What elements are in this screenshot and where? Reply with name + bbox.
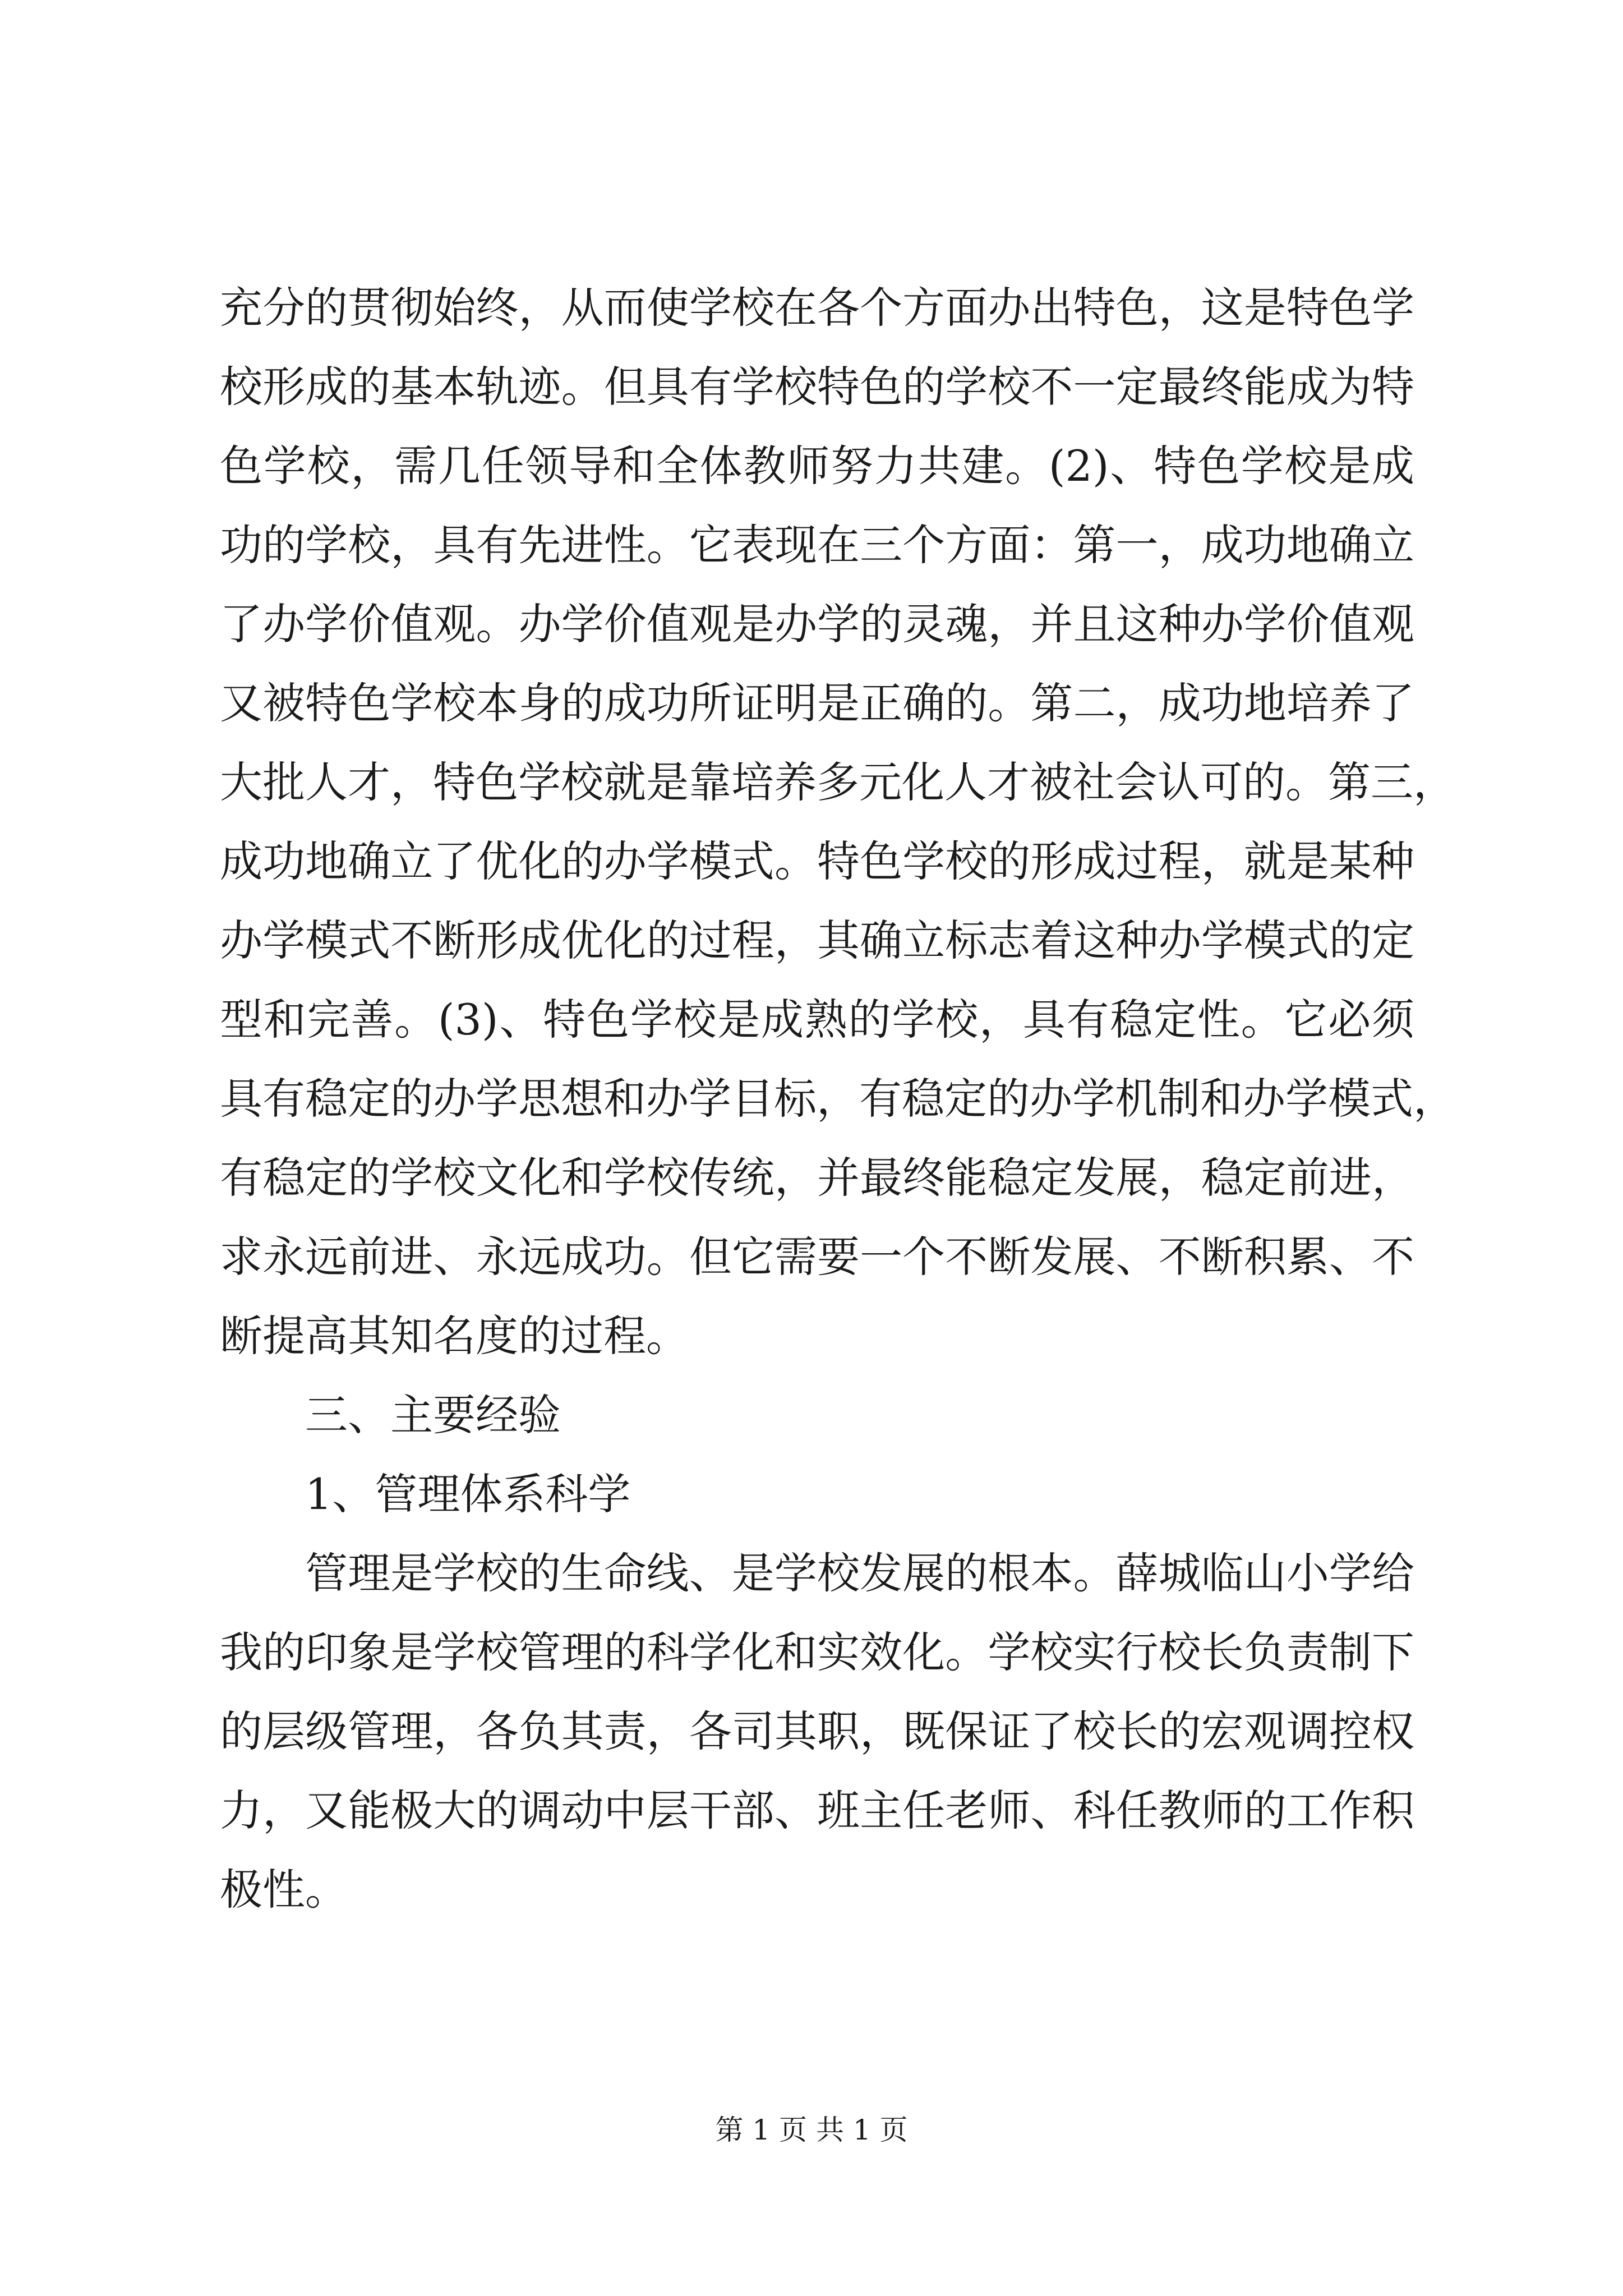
paragraph-line: 办学模式不断形成优化的过程，其确立标志着这种办学模式的定 bbox=[220, 915, 1414, 965]
paragraph-line: 大批人才，特色学校就是靠培养多元化人才被社会认可的。第三， bbox=[220, 757, 1456, 807]
paragraph-line: 成功地确立了优化的办学模式。特色学校的形成过程，就是某种 bbox=[220, 836, 1414, 886]
paragraph-line: 充分的贯彻始终，从而使学校在各个方面办出特色，这是特色学 bbox=[220, 283, 1414, 333]
paragraph-line: 的层级管理，各负其责，各司其职，既保证了校长的宏观调控权 bbox=[220, 1706, 1414, 1756]
paragraph-line: 我的印象是学校管理的科学化和实效化。学校实行校长负责制下 bbox=[220, 1627, 1414, 1677]
paragraph-line: 具有稳定的办学思想和办学目标，有稳定的办学机制和办学模式， bbox=[220, 1074, 1456, 1124]
page-footer: 第 1 页 共 1 页 bbox=[715, 2114, 908, 2146]
paragraph-line: 有稳定的学校文化和学校传统，并最终能稳定发展，稳定前进， bbox=[220, 1153, 1414, 1203]
paragraph-line: 管理是学校的生命线、是学校发展的根本。薛城临山小学给 bbox=[305, 1548, 1414, 1598]
paragraph-line: 校形成的基本轨迹。但具有学校特色的学校不一定最终能成为特 bbox=[220, 362, 1414, 412]
section-heading: 三、主要经验 bbox=[305, 1390, 561, 1440]
paragraph-line: 力，又能极大的调动中层干部、班主任老师、科任教师的工作积 bbox=[220, 1786, 1414, 1835]
paragraph-line: 极性。 bbox=[220, 1865, 348, 1915]
paragraph-line: 又被特色学校本身的成功所证明是正确的。第二，成功地培养了 bbox=[220, 678, 1414, 728]
paragraph-line: 功的学校，具有先进性。它表现在三个方面：第一，成功地确立 bbox=[220, 520, 1414, 570]
document-body bbox=[220, 268, 1456, 1929]
paragraph-line: 色学校，需几任领导和全体教师努力共建。(2)、特色学校是成 bbox=[220, 441, 1414, 491]
subsection-heading: 1、管理体系科学 bbox=[305, 1469, 631, 1519]
paragraph-line: 型和完善。(3)、特色学校是成熟的学校，具有稳定性。它必须 bbox=[220, 995, 1414, 1045]
paragraph-line: 了办学价值观。办学价值观是办学的灵魂，并且这种办学价值观 bbox=[220, 599, 1414, 649]
paragraph-line: 断提高其知名度的过程。 bbox=[220, 1311, 689, 1361]
paragraph-line: 求永远前进、永远成功。但它需要一个不断发展、不断积累、不 bbox=[220, 1232, 1414, 1282]
